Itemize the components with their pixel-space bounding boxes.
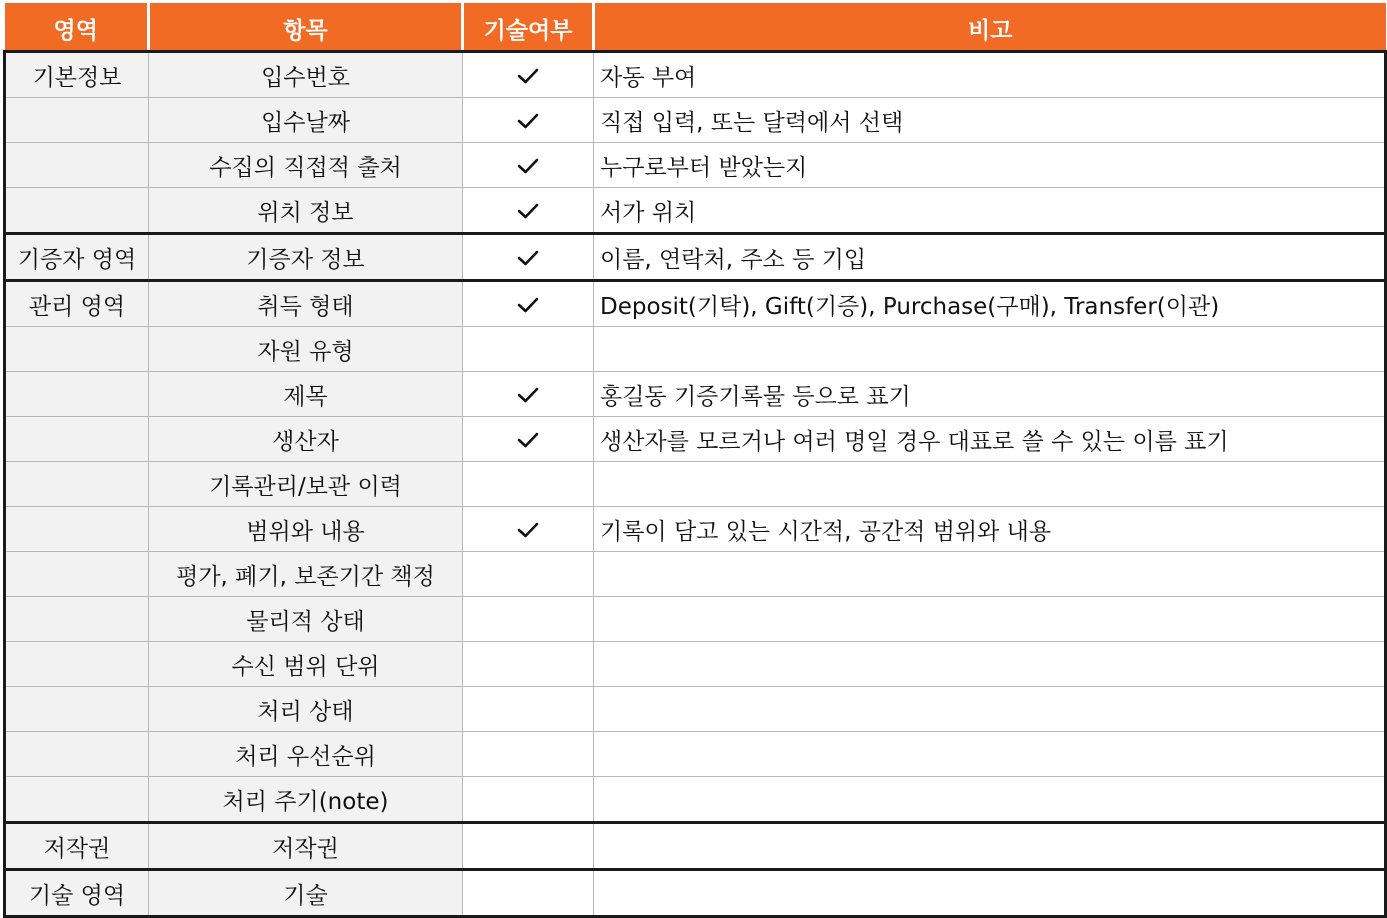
item-cell: 생산자 <box>149 417 463 462</box>
note-cell: 자동 부여 <box>594 52 1386 98</box>
item-cell: 기술 <box>149 870 463 917</box>
note-cell <box>594 597 1386 642</box>
checkmark-icon <box>517 201 539 221</box>
described-cell <box>463 417 594 462</box>
item-cell: 처리 주기(note) <box>149 777 463 823</box>
area-cell: 기술 영역 <box>5 870 149 917</box>
area-cell <box>5 552 149 597</box>
described-cell <box>463 234 594 281</box>
table-row <box>5 234 1386 281</box>
note-cell <box>594 642 1386 687</box>
item-cell: 기증자 정보 <box>149 234 463 281</box>
note-cell: 홍길동 기증기록물 등으로 표기 <box>594 372 1386 417</box>
checkmark-icon <box>517 385 539 405</box>
described-cell <box>463 372 594 417</box>
table-row <box>5 52 1386 98</box>
header-item: 항목 <box>149 5 463 52</box>
table-row <box>5 870 1386 917</box>
item-cell: 처리 우선순위 <box>149 732 463 777</box>
area-cell <box>5 327 149 372</box>
table-body <box>5 52 1386 917</box>
note-cell <box>594 327 1386 372</box>
note-cell <box>594 823 1386 870</box>
note-cell: Deposit(기탁), Gift(기증), Purchase(구매), Transfer(이관) <box>594 281 1386 327</box>
header-note: 비고 <box>594 5 1386 52</box>
item-cell: 수집의 직접적 출처 <box>149 143 463 188</box>
area-cell <box>5 98 149 143</box>
note-cell: 서가 위치 <box>594 188 1386 234</box>
item-cell: 위치 정보 <box>149 188 463 234</box>
note-cell <box>594 777 1386 823</box>
table-row <box>5 188 1386 234</box>
described-cell <box>463 823 594 870</box>
item-cell: 입수번호 <box>149 52 463 98</box>
table-row <box>5 732 1386 777</box>
table-row <box>5 372 1386 417</box>
described-cell <box>463 462 594 507</box>
area-cell <box>5 642 149 687</box>
header-described: 기술여부 <box>463 5 594 52</box>
table-row <box>5 507 1386 552</box>
checkmark-icon <box>517 248 539 268</box>
note-cell <box>594 687 1386 732</box>
note-cell: 직접 입력, 또는 달력에서 선택 <box>594 98 1386 143</box>
note-cell <box>594 462 1386 507</box>
area-cell <box>5 597 149 642</box>
header-row <box>5 5 1386 52</box>
area-cell: 기본정보 <box>5 52 149 98</box>
note-cell: 누구로부터 받았는지 <box>594 143 1386 188</box>
note-cell <box>594 870 1386 917</box>
described-cell <box>463 188 594 234</box>
described-cell <box>463 52 594 98</box>
table-row <box>5 462 1386 507</box>
table-row <box>5 281 1386 327</box>
note-cell: 기록이 담고 있는 시간적, 공간적 범위와 내용 <box>594 507 1386 552</box>
described-cell <box>463 507 594 552</box>
item-cell: 제목 <box>149 372 463 417</box>
area-cell <box>5 507 149 552</box>
table-row <box>5 98 1386 143</box>
checkmark-icon <box>517 520 539 540</box>
note-cell: 생산자를 모르거나 여러 명일 경우 대표로 쓸 수 있는 이름 표기 <box>594 417 1386 462</box>
checkmark-icon <box>517 430 539 450</box>
described-cell <box>463 732 594 777</box>
item-cell: 취득 형태 <box>149 281 463 327</box>
area-cell: 관리 영역 <box>5 281 149 327</box>
table-row <box>5 417 1386 462</box>
metadata-table <box>3 3 1387 918</box>
item-cell: 자원 유형 <box>149 327 463 372</box>
item-cell: 수신 범위 단위 <box>149 642 463 687</box>
note-cell: 이름, 연락처, 주소 등 기입 <box>594 234 1386 281</box>
note-cell <box>594 732 1386 777</box>
table-row <box>5 597 1386 642</box>
area-cell: 저작권 <box>5 823 149 870</box>
area-cell <box>5 687 149 732</box>
checkmark-icon <box>517 111 539 131</box>
area-cell: 기증자 영역 <box>5 234 149 281</box>
table-row <box>5 642 1386 687</box>
described-cell <box>463 597 594 642</box>
described-cell <box>463 687 594 732</box>
item-cell: 기록관리/보관 이력 <box>149 462 463 507</box>
area-cell <box>5 777 149 823</box>
table-row <box>5 777 1386 823</box>
area-cell <box>5 732 149 777</box>
item-cell: 입수날짜 <box>149 98 463 143</box>
checkmark-icon <box>517 295 539 315</box>
described-cell <box>463 327 594 372</box>
item-cell: 저작권 <box>149 823 463 870</box>
item-cell: 처리 상태 <box>149 687 463 732</box>
area-cell <box>5 462 149 507</box>
metadata-table-sheet <box>3 3 1384 909</box>
described-cell <box>463 777 594 823</box>
checkmark-icon <box>517 156 539 176</box>
item-cell: 평가, 폐기, 보존기간 책정 <box>149 552 463 597</box>
note-cell <box>594 552 1386 597</box>
described-cell <box>463 281 594 327</box>
described-cell <box>463 143 594 188</box>
described-cell <box>463 98 594 143</box>
header-area: 영역 <box>5 5 149 52</box>
table-row <box>5 823 1386 870</box>
item-cell: 범위와 내용 <box>149 507 463 552</box>
table-row <box>5 552 1386 597</box>
area-cell <box>5 143 149 188</box>
item-cell: 물리적 상태 <box>149 597 463 642</box>
area-cell <box>5 417 149 462</box>
table-header <box>5 5 1386 52</box>
described-cell <box>463 870 594 917</box>
table-row <box>5 687 1386 732</box>
described-cell <box>463 642 594 687</box>
area-cell <box>5 188 149 234</box>
area-cell <box>5 372 149 417</box>
described-cell <box>463 552 594 597</box>
table-row <box>5 327 1386 372</box>
table-row <box>5 143 1386 188</box>
checkmark-icon <box>517 66 539 86</box>
